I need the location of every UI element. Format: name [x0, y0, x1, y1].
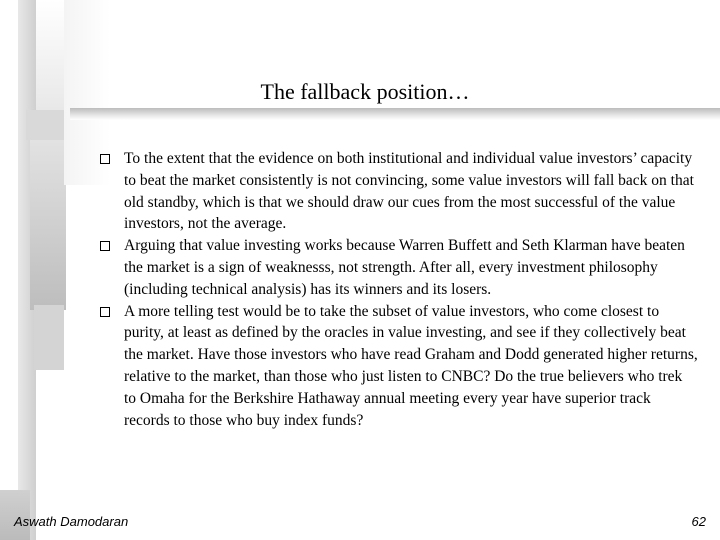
footer-author: Aswath Damodaran [14, 514, 129, 529]
page-number: 62 [691, 514, 706, 529]
square-bullet-icon [100, 154, 110, 164]
square-bullet-icon [100, 241, 110, 251]
bullet-item [98, 301, 698, 432]
title-underline [70, 108, 720, 120]
bullet-text: Arguing that value investing works because Warren Buffett and Seth Klarman have beaten the market is a sign of weaknesss, not strength. After all, every investment philosophy (including technical analysis) has its winners and its losers. [124, 237, 685, 298]
bullet-text: To the extent that the evidence on both institutional and individual value investors’ capacity to beat the market consistently is not convincing, some value investors will fall back on that old standby, which is that we should draw our cues from the most successful of the value investors, not the average. [124, 150, 694, 233]
decorative-bar [34, 305, 64, 370]
bullet-list [98, 148, 698, 431]
decorative-bar [26, 110, 66, 140]
bullet-text: A more telling test would be to take the subset of value investors, who come closest to purity, at least as defined by the oracles in value investing, and see if they collectively beat the market. Have those investors who have read Graham and Dodd generated higher returns, relative to the market, than those who just listen to CNBC? Do the true believers who trek to Omaha for the Berkshire Hathaway annual meeting every year have superior track records to those who buy index funds? [124, 302, 698, 429]
decorative-sidebar [0, 0, 110, 540]
decorative-bar [30, 140, 66, 310]
bullet-item [98, 148, 698, 235]
square-bullet-icon [100, 307, 110, 317]
decorative-bar [36, 0, 64, 120]
bullet-item [98, 235, 698, 300]
slide-title: The fallback position… [260, 79, 470, 104]
